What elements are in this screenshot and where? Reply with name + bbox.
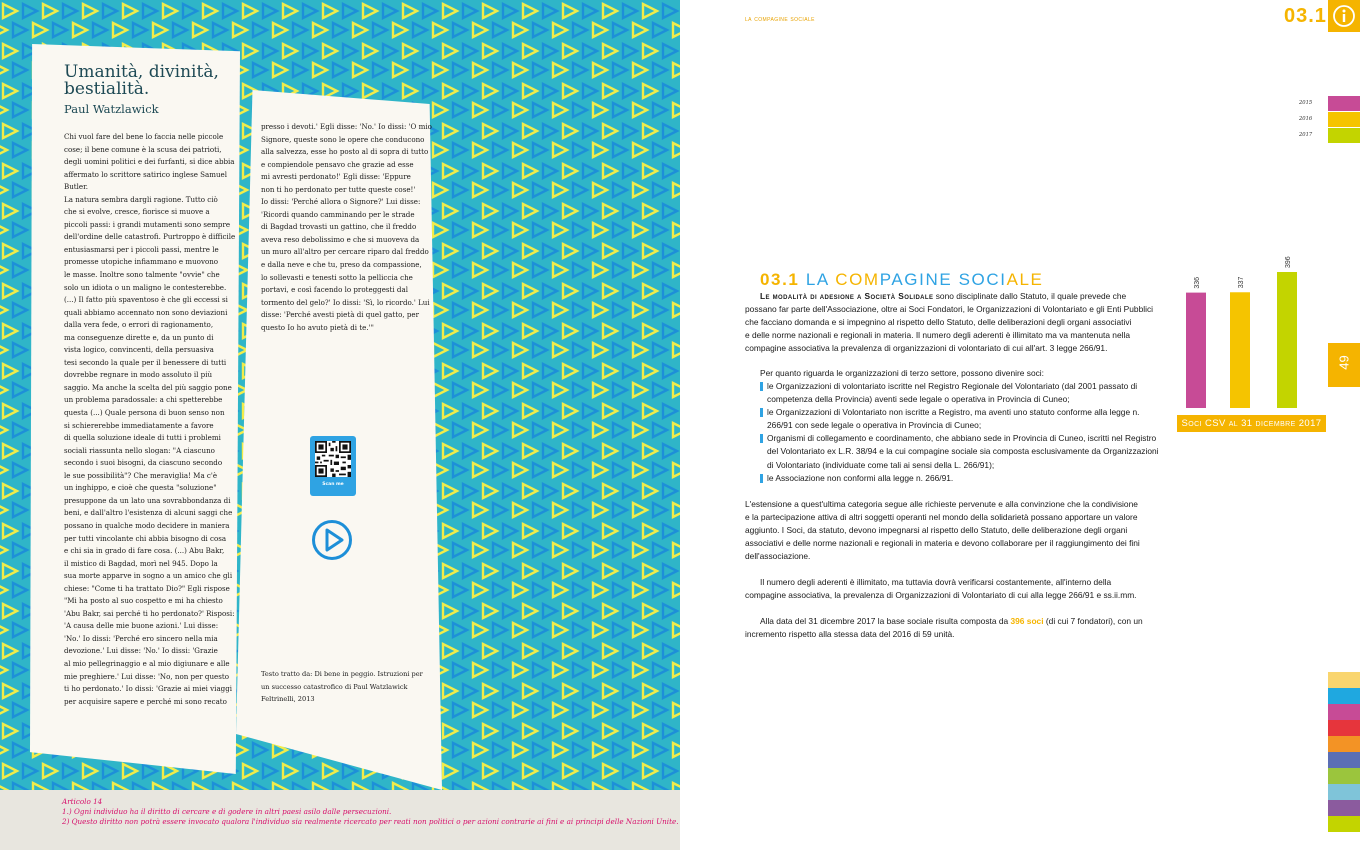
play-icon[interactable] (311, 519, 353, 561)
paragraph-line: Il numero degli aderenti è illimitato, ma tuttavia dovrà verificarsi costantemente, all'interno della (760, 577, 1112, 587)
paragraph-third-sector (760, 367, 1044, 380)
footnote-article-14 (62, 797, 679, 827)
year-color-bar-2015 (1328, 96, 1360, 111)
bullet-item-continuation (767, 393, 1159, 406)
essay-line: un problema paradossale: a chi spetterebbe (64, 395, 223, 405)
running-head: la compagine sociale (745, 16, 815, 23)
bullet-text: competenza della Provincia) aventi sede legale o operativa in Provincia di Cuneo; (767, 394, 1070, 405)
essay-line: degli uomini politici e dei furfanti, si dice abbia (64, 157, 235, 167)
credit-line: un successo catastrofico di Paul Watzlawick (261, 682, 408, 691)
bar-2017 (1277, 272, 1297, 408)
essay-line: il mistico di Bagdad, morì nel 945. Dopo la (64, 558, 218, 568)
essay-title (64, 64, 244, 98)
essay-line: le masse. Inoltre sono talmente "ovvie" che (64, 270, 220, 280)
year-label-2016: 2016 (1299, 116, 1313, 122)
essay-line: affermato lo scrittore satirico inglese Samuel (64, 169, 228, 179)
essay-line: lo sollevasti e tenesti sotto la pelliccia che (261, 272, 413, 282)
essay-line: dell'ordine delle catastrofi. Purtroppo è difficile (64, 232, 236, 242)
bar-2016 (1230, 292, 1250, 408)
essay-line: Butler. (64, 182, 88, 192)
section-heading (760, 270, 1044, 290)
paragraph-text: (di cui 7 fondatori), con un (1043, 616, 1143, 626)
essay-line: disse: 'Perché avesti pietà di quel gatto, per (261, 310, 419, 320)
essay-line: di quella soluzione ideale di tutti i problemi (64, 433, 221, 443)
paragraph-text: sono disciplinate dallo Statuto, il quale prevede che (933, 291, 1127, 301)
chapter-color-tab[interactable] (1328, 736, 1360, 752)
paragraph-line: e delle norme nazionali e regionali in materia. Il numero degli aderenti è illimitato ma va mantenuta nella (745, 330, 1130, 341)
chapter-color-tab[interactable] (1328, 752, 1360, 768)
essay-line: vista logico, convincenti, della persuasiva (64, 345, 214, 355)
bar-2015 (1186, 293, 1206, 408)
essay-line: si schiererebbe immediatamente a favore (64, 420, 214, 430)
essay-line: e dalla neve e che tu, preso da compassione, (261, 260, 422, 270)
chapter-color-tab[interactable] (1328, 768, 1360, 784)
bullet-text: le Associazione non conformi alla legge n. 266/91. (767, 472, 954, 483)
essay-line: promesse utopiche infiammano e muovono (64, 257, 219, 267)
essay-line: secondo i suoi bisogni, da ciascuno secondo (64, 458, 223, 468)
bullet-text: del Volontariato ex L.R. 38/94 e la cui compagine sociale sia composta esclusivamente da Organizzazioni (767, 446, 1159, 457)
chapter-color-tab[interactable] (1328, 800, 1360, 816)
bullet-item (767, 472, 1159, 485)
members-count-highlight: 396 soci (1010, 616, 1044, 626)
chapter-color-tab[interactable] (1328, 784, 1360, 800)
bullet-text: 266/91 con sede legale o operativa in Provincia di Cuneo; (767, 420, 982, 431)
essay-line: piccoli passi: i grandi mutamenti sono sempre (64, 219, 231, 229)
paragraph-line: incremento rispetto alla stessa data del 2016 di 59 unità. (745, 629, 955, 640)
essay-line: per acquisire sapere e perché mi sono recato (64, 696, 227, 706)
essay-line: 'Ricordi quando camminando per le strade (261, 209, 415, 219)
essay-line: questo Io ho avuto pietà di te.'" (261, 322, 374, 332)
year-label-2017: 2017 (1299, 132, 1313, 138)
essay-column-1 (64, 131, 235, 708)
essay-line: Io dissi: 'Perché allora o Signore?' Lui disse: (261, 197, 421, 207)
bullet-text: le Organizzazioni di volontariato iscritte nel Registro Regionale del Volontariato (dal 2001 passato di (767, 381, 1138, 391)
bullet-text: Organismi di collegamento e coordinamento, che abbiano sede in Provincia di Cuneo, iscritti nel Registro (767, 433, 1157, 444)
essay-line: sociali riassunta nello slogan: "A ciascuno (64, 445, 215, 455)
essay-line: e chi sia in grado di fare cosa. (...) Abu Bakr, (64, 546, 225, 556)
bullet-text: di Volontariato (individuate come tali ai sensi della L. 266/91); (767, 459, 995, 470)
essay-line: tormento del gelo?' Io dissi: 'Sì, lo ricordo.' Lui (261, 297, 430, 307)
essay-author: Paul Watzlawick (64, 102, 159, 116)
bullet-item-continuation (767, 459, 1159, 472)
paragraph-line: aggiunto. I Soci, da statuto, devono impegnarsi al rispetto dello Statuto, delle deliberazione degli organi (745, 525, 1128, 536)
bullet-item-continuation (767, 419, 1159, 432)
chapter-color-tab[interactable] (1328, 704, 1360, 720)
essay-line: e compiendole pensavo che grazie ad esse (261, 159, 414, 169)
essay-line: di Bagdad trovasti un gattino, che il freddo (261, 222, 417, 232)
members-bar-chart (1170, 250, 1340, 440)
bar-value-label: 337 (1238, 276, 1245, 289)
essay-line: aveva reso debolissimo e che si muoveva da (261, 234, 420, 244)
bullet-text: le Organizzazioni di Volontariato non iscritte a Registro, ma aventi uno statuto conforme alla legge n. (767, 407, 1140, 418)
bullet-item (767, 380, 1159, 393)
heading-number: 03.1 (760, 270, 800, 289)
paragraph-members-count (745, 615, 1143, 641)
section-number: 03.1 (1284, 5, 1327, 27)
bullet-item-continuation (767, 445, 1159, 458)
paragraph-line: possano far parte dell'Associazione, oltre ai Soci Fondatori, le Organizzazioni di Volontariato e gli Enti Pubblici (745, 304, 1154, 315)
essay-line: mi avresti perdonato!' Egli disse: 'Eppure (261, 172, 411, 182)
year-color-bar-2016 (1328, 112, 1360, 127)
paragraph-line: compagine associativa la prevalenza di organizzazioni di volontariato di cui all'art. 3 legge 266/91. (745, 343, 1108, 354)
footnote-line: 2) Questo diritto non potrà essere invocato qualora l'individuo sia realmente ricercato per reati non politici o per azioni contrarie ai fini e ai principi delle Nazioni Unite. (62, 817, 679, 826)
essay-title-line: Umanità, divinità, (64, 62, 219, 82)
paragraph-intro: Per quanto riguarda le organizzazioni di terzo settore, possono divenire soci: (760, 368, 1044, 378)
essay-line: che si evolve, cresce, fiorisce si muove a (64, 207, 210, 217)
essay-line: le sue possibilità"? Che meraviglia! Ma c'è (64, 470, 218, 480)
essay-line: un muro all'altro per cercare riparo dal freddo (261, 247, 429, 257)
bullet-marker (760, 474, 763, 483)
essay-line: un inghippo, e cioè che questa "soluzione" (64, 483, 217, 493)
essay-line: Chi vuol fare del bene lo faccia nelle piccole (64, 132, 224, 141)
essay-title-line: bestialità. (64, 79, 150, 99)
essay-line: questa (...) Quale persona di buon senso non (64, 408, 225, 418)
paragraph-membership (745, 290, 1154, 355)
essay-credit (261, 668, 423, 706)
paragraph-lead: Le modalità di adesione a Società Solidale (760, 291, 934, 301)
paragraph-line: che facciano domanda e si impegnino al rispetto dello Statuto, delle deliberazioni degli organi associativi (745, 317, 1132, 328)
essay-line: 'No.' Io dissi: 'Perché ero sincero nella mia (64, 633, 218, 643)
page-number: 49 (1336, 355, 1352, 370)
heading-word: COM (835, 270, 880, 289)
eligible-members-list (767, 380, 1159, 485)
essay-line: ti ho perdonato.' Io dissi: 'Grazie ai miei viaggi (64, 684, 233, 694)
paragraph-line: e la partecipazione attiva di altri soggetti operanti nel mondo della solidarietà possano apportare un valore (745, 512, 1138, 523)
qr-code-card[interactable] (310, 436, 356, 496)
essay-line: presso i devoti.' Egli disse: 'No.' Io dissi: 'O mio (261, 122, 432, 131)
essay-line: devozione.' Lui disse: 'No.' Io dissi: 'Grazie (64, 646, 218, 656)
bullet-marker (760, 434, 763, 443)
paragraph-line: associativi e delle norme nazionali e regionali in materia e devono collaborare per il raggiungimento dei fini (745, 538, 1140, 549)
bullet-marker (760, 382, 763, 391)
essay-line: dalla vera fede, o errori di ragionamento, (64, 320, 214, 330)
essay-line: La natura sembra dargli ragione. Tutto ciò (64, 194, 218, 204)
essay-line: Signore, queste sono le opere che conducono (261, 134, 425, 144)
qr-code-icon (315, 441, 351, 477)
year-color-bar-2017 (1328, 128, 1360, 143)
bar-value-label: 396 (1285, 256, 1292, 268)
chapter-color-tab[interactable] (1328, 816, 1360, 832)
essay-line: solo un idiota o un maligno le contesterebbe. (64, 282, 227, 292)
essay-line: al mio pellegrinaggio e al mio digiunare e alle (64, 658, 230, 668)
footnote-title: Articolo 14 (62, 797, 103, 806)
essay-line: portavi, e così facendo lo proteggesti dal (261, 285, 408, 295)
credit-line: Testo tratto da: Di bene in peggio. Istruzioni per (261, 670, 423, 678)
essay-line: 'A causa delle mie buone azioni.' Lui disse: (64, 621, 219, 631)
year-label-2015: 2015 (1299, 100, 1313, 106)
paragraph-line: compagine associativa, la prevalenza di Organizzazioni di Volontariato di cui alla legge 266/91 e ss.ii.mm. (745, 590, 1137, 601)
essay-line: quali abbiamo accennato non sono deviazioni (64, 307, 228, 317)
essay-line: alla salvezza, esse ho posto al di sopra di tutto (261, 147, 429, 157)
credit-line: Feltrinelli, 2013 (261, 695, 315, 703)
chart-title: Soci CSV al 31 dicembre 2017 (1177, 415, 1326, 432)
bar-value-label: 336 (1194, 276, 1201, 289)
essay-line: (...) Il fatto più spaventoso è che gli eccessi si (64, 295, 228, 305)
heading-word: SOCI (958, 270, 1007, 289)
essay-line: non ti ho perdonato per tutte queste cose!' (261, 184, 416, 194)
paragraph-line: dell'associazione. (745, 551, 811, 562)
heading-word: ALE (1006, 270, 1044, 289)
essay-line: possano in qualche modo decidere in maniera (64, 520, 230, 530)
bullet-marker (760, 408, 763, 417)
chapter-color-tab[interactable] (1328, 720, 1360, 736)
heading-word: LA (805, 270, 836, 289)
essay-line: tesi secondo la quale per il benessere di tutti (64, 357, 227, 367)
bullet-item (767, 432, 1159, 445)
essay-line: dovrebbe regnare in modo assoluto il più (64, 370, 213, 380)
essay-line: "Mi ha posto al suo cospetto e mi ha chiesto (64, 596, 223, 606)
paragraph-line: L'estensione a quest'ultima categoria segue alle richieste pervenute e alla convinzione che la condivisione (745, 499, 1138, 509)
chapter-color-tab[interactable] (1328, 672, 1360, 688)
paragraph-extension (745, 498, 1140, 563)
essay-line: sua morte apparve in sogno a un amico che gli (64, 571, 233, 581)
qr-scan-label: Scan me (322, 482, 344, 487)
heading-word: PAGINE (879, 270, 959, 289)
essay-line: 'Abu Bakr, sai perché ti ho perdonato?' Risposi: (64, 608, 235, 618)
bullet-item (767, 406, 1159, 419)
essay-line: cose; il bene comune è la scusa dei patrioti, (64, 144, 222, 154)
paragraph-unlimited (745, 576, 1137, 602)
essay-line: chiese: "Come ti ha trattato Dio?" Egli rispose (64, 583, 230, 593)
essay-line: entusiasmarsi per i piccoli passi, mentre le (64, 244, 219, 254)
essay-line: saggio. Ma anche la scelta del più saggio pone (64, 382, 232, 392)
footnote-line: 1.) Ogni individuo ha il diritto di cercare e di godere in altri paesi asilo dalle persecuzioni. (62, 807, 392, 816)
chapter-color-tab[interactable] (1328, 688, 1360, 704)
essay-line: beni, e dall'altro l'esistenza di alcuni saggi che (64, 508, 233, 518)
info-icon (1332, 4, 1356, 28)
essay-line: presuppone da un lato una sovrabbondanza di (64, 495, 231, 505)
essay-line: mie preghiere.' Lui disse: 'No, non per questo (64, 671, 229, 681)
essay-line: per tutti vincolante chi abbia bisogno di cosa (64, 533, 227, 543)
essay-column-2 (261, 121, 432, 334)
paragraph-text: Alla data del 31 dicembre 2017 la base sociale risulta composta da (760, 616, 1011, 626)
essay-line: ma conseguenze dirette e, da un punto di (64, 332, 214, 342)
info-tab[interactable] (1328, 0, 1360, 32)
